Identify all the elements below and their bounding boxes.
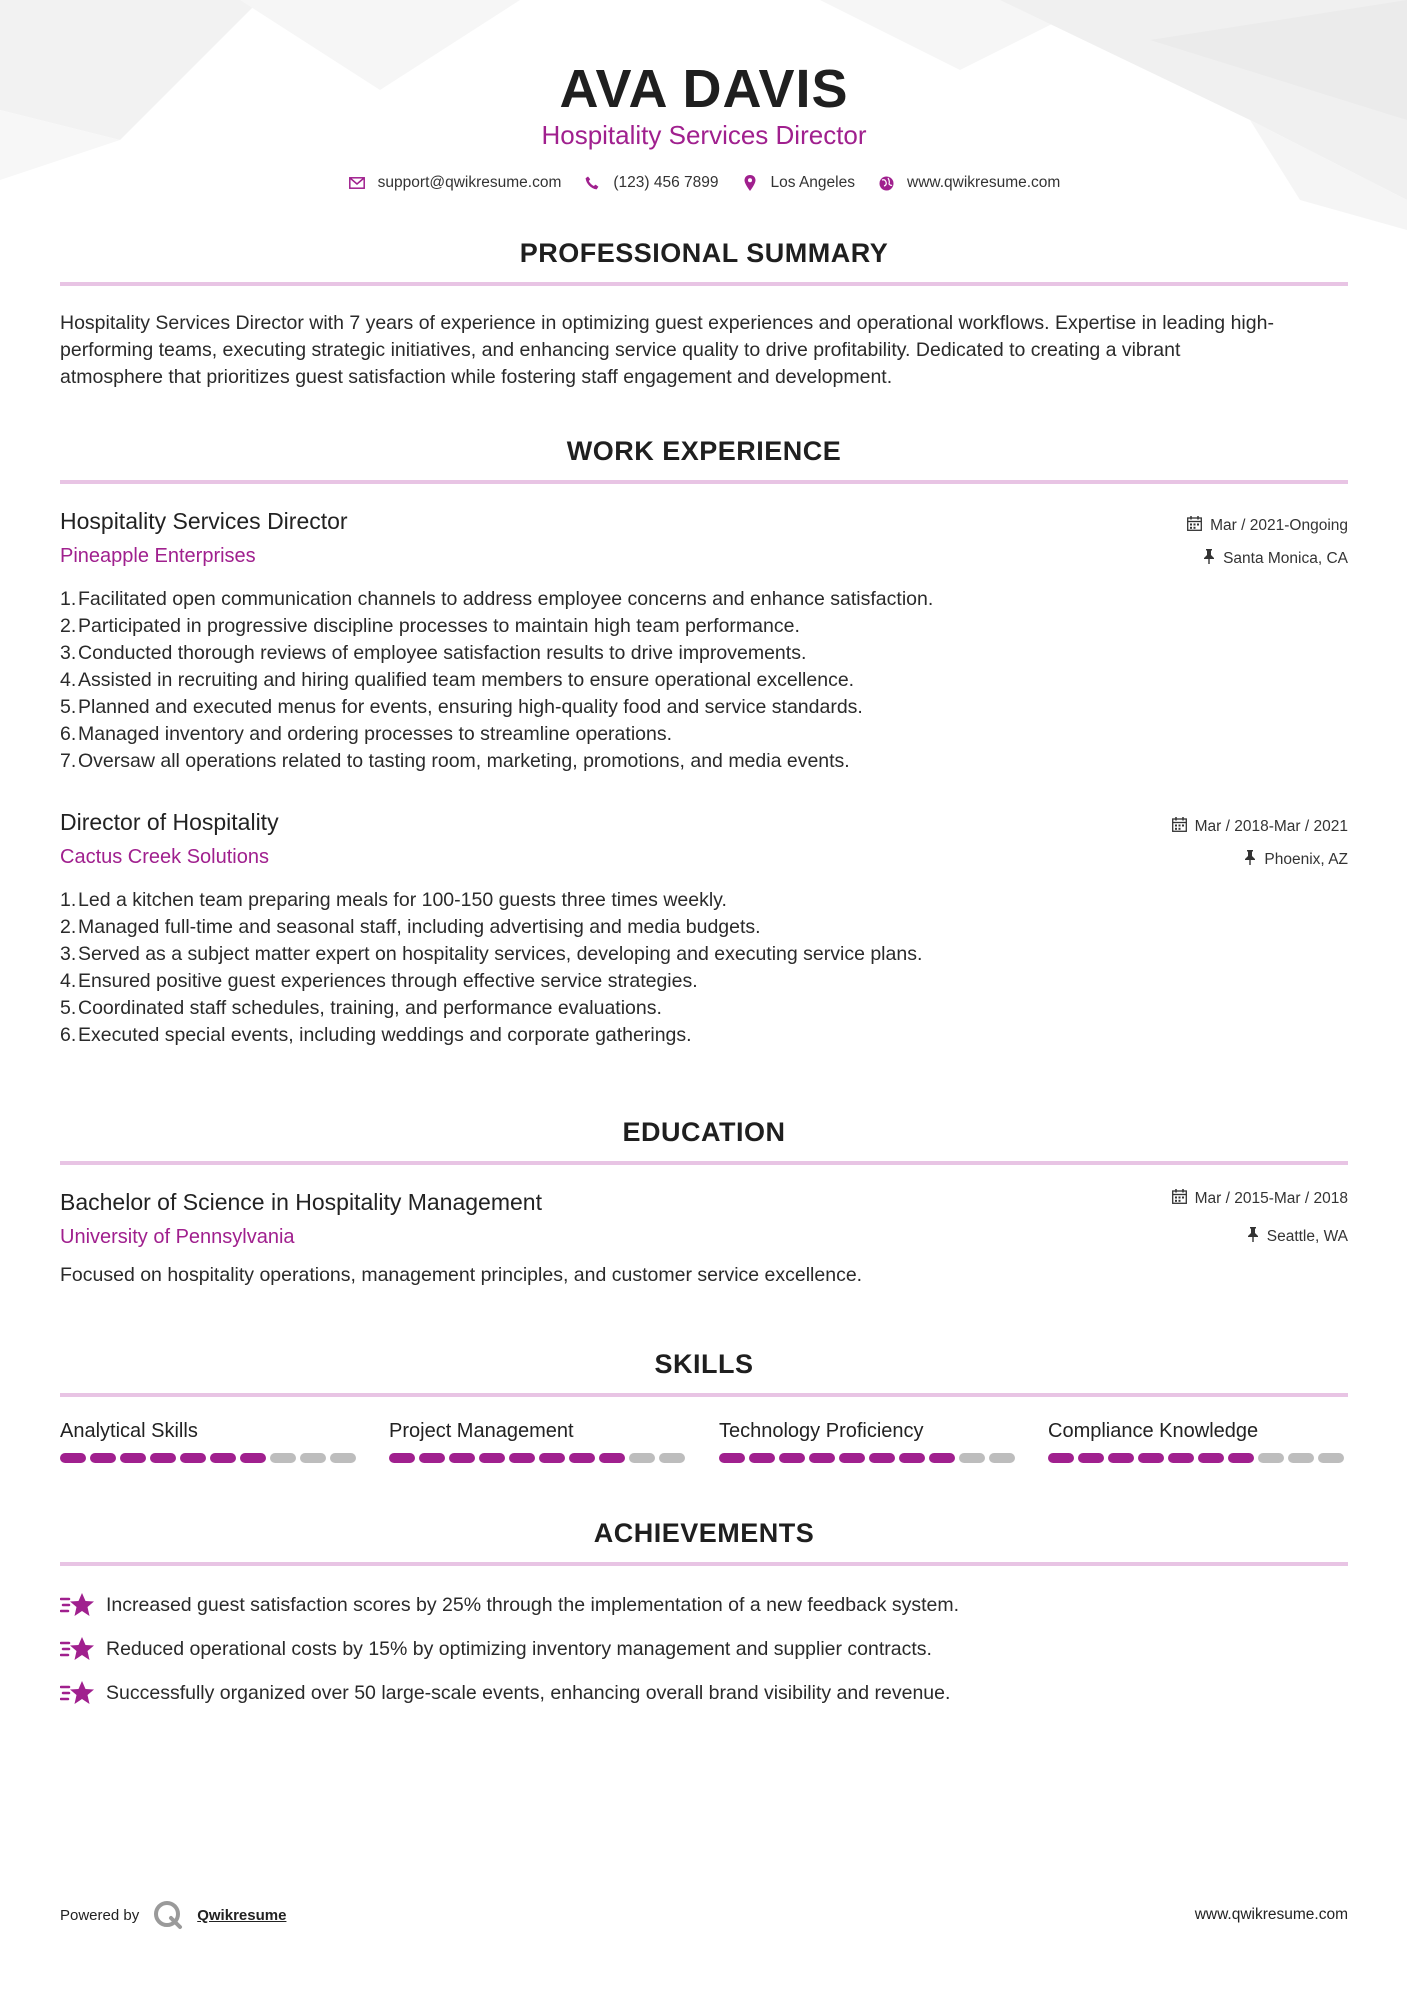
job-location	[1203, 549, 1348, 569]
skill-dot-filled	[150, 1453, 176, 1463]
skill-dot-empty	[989, 1453, 1015, 1463]
skill-dot-filled	[839, 1453, 865, 1463]
list-item: 4. Assisted in recruiting and hiring qualified team members to ensure operational excellence.	[60, 669, 855, 691]
skill-dot-filled	[899, 1453, 925, 1463]
skill-dot-filled	[1228, 1453, 1254, 1463]
education-location	[1247, 1227, 1348, 1247]
job-responsibilities	[60, 586, 1348, 775]
skills-heading: SKILLS	[654, 1349, 754, 1379]
skill-item	[60, 1420, 360, 1463]
list-item: 2. Participated in progressive discipline processes to maintain high team performance.	[60, 615, 800, 637]
summary-line: atmosphere that prioritizes guest satisfaction while fostering staff engagement and development.	[60, 366, 893, 388]
summary-divider	[60, 282, 1348, 286]
shooting-star-icon	[60, 1678, 96, 1708]
summary-line: performing teams, executing strategic initiatives, and enhancing service quality to drive profitability. Dedicated to creating a vibrant	[60, 339, 1181, 361]
skill-dot-empty	[1288, 1453, 1314, 1463]
experience-divider	[60, 480, 1348, 484]
job-date-text: Mar / 2018-Mar / 2021	[1194, 818, 1348, 835]
list-item: 4. Ensured positive guest experiences through effective service strategies.	[60, 970, 698, 992]
skill-dot-empty	[659, 1453, 685, 1463]
contact-location-text: Los Angeles	[770, 174, 855, 191]
list-item: 6. Managed inventory and ordering processes to streamline operations.	[60, 723, 673, 745]
achievements-heading: ACHIEVEMENTS	[593, 1518, 815, 1548]
skill-dot-empty	[270, 1453, 296, 1463]
skills-divider	[60, 1393, 1348, 1397]
job-date	[1187, 516, 1348, 536]
skill-dot-filled	[809, 1453, 835, 1463]
achievements-divider	[60, 1562, 1348, 1566]
education-heading: EDUCATION	[622, 1117, 786, 1147]
achievement-text: Successfully organized over 50 large-scale events, enhancing overall brand visibility and revenue.	[106, 1681, 951, 1704]
skill-item	[389, 1420, 689, 1463]
calendar-icon	[1172, 817, 1187, 837]
achievement-item	[60, 1634, 932, 1664]
globe-icon	[877, 174, 895, 192]
job-title: Director of Hospitality	[60, 809, 279, 835]
list-item: 1. Facilitated open communication channels to address employee concerns and enhance satisfaction.	[60, 588, 934, 610]
contact-website-text: www.qwikresume.com	[907, 174, 1061, 191]
skill-dot-filled	[1138, 1453, 1164, 1463]
skill-item	[1048, 1420, 1348, 1463]
skill-dot-filled	[1198, 1453, 1224, 1463]
envelope-icon	[348, 174, 366, 192]
job-date-text: Mar / 2021-Ongoing	[1210, 517, 1348, 534]
skill-name: Analytical Skills	[60, 1420, 198, 1442]
education-location-text: Seattle, WA	[1266, 1228, 1348, 1245]
location-pin-icon	[741, 174, 759, 192]
list-item: 6. Executed special events, including weddings and corporate gatherings.	[60, 1024, 692, 1046]
skill-dot-filled	[869, 1453, 895, 1463]
experience-heading: WORK EXPERIENCE	[566, 436, 842, 466]
calendar-icon	[1187, 516, 1202, 536]
phone-icon	[583, 174, 601, 192]
skill-dot-filled	[389, 1453, 415, 1463]
skill-dot-filled	[120, 1453, 146, 1463]
achievement-text: Increased guest satisfaction scores by 25% through the implementation of a new feedback system.	[106, 1593, 960, 1616]
footer-website[interactable]: www.qwikresume.com	[1194, 1906, 1348, 1923]
contact-bar	[60, 174, 1348, 192]
skill-name: Compliance Knowledge	[1048, 1420, 1259, 1442]
skill-dot-filled	[539, 1453, 565, 1463]
footer-branding	[60, 1900, 286, 1930]
skill-dot-filled	[60, 1453, 86, 1463]
qwikresume-logo-icon	[153, 1900, 183, 1930]
contact-phone-text: (123) 456 7899	[613, 174, 719, 191]
job-location-text: Santa Monica, CA	[1223, 550, 1348, 567]
skill-dot-empty	[1258, 1453, 1284, 1463]
skill-rating	[60, 1453, 360, 1463]
contact-website[interactable]	[877, 174, 1060, 192]
education-date	[1172, 1189, 1348, 1209]
job-company: Pineapple Enterprises	[60, 545, 256, 567]
contact-email-text: support@qwikresume.com	[377, 174, 562, 191]
skill-dot-filled	[509, 1453, 535, 1463]
skill-dot-filled	[1108, 1453, 1134, 1463]
education-description: Focused on hospitality operations, management principles, and customer service excellence.	[60, 1264, 863, 1286]
list-item: 3. Served as a subject matter expert on hospitality services, developing and executing service plans.	[60, 943, 923, 965]
list-item: 1. Led a kitchen team preparing meals for 100-150 guests three times weekly.	[60, 889, 727, 911]
skill-dot-filled	[90, 1453, 116, 1463]
skill-name: Technology Proficiency	[719, 1420, 924, 1442]
skill-dot-filled	[929, 1453, 955, 1463]
job-date	[1172, 817, 1348, 837]
job-company: Cactus Creek Solutions	[60, 846, 269, 868]
calendar-icon	[1172, 1189, 1187, 1209]
candidate-title: Hospitality Services Director	[541, 120, 867, 150]
list-item: 2. Managed full-time and seasonal staff, including advertising and media budgets.	[60, 916, 761, 938]
skill-dot-filled	[449, 1453, 475, 1463]
degree-title: Bachelor of Science in Hospitality Management	[60, 1189, 542, 1215]
summary-heading: PROFESSIONAL SUMMARY	[519, 238, 889, 268]
summary-text	[60, 310, 1348, 391]
shooting-star-icon	[60, 1634, 96, 1664]
skill-dot-filled	[210, 1453, 236, 1463]
skill-dot-filled	[419, 1453, 445, 1463]
skill-dot-filled	[1048, 1453, 1074, 1463]
contact-location	[741, 174, 855, 192]
powered-by-label: Powered by	[60, 1906, 140, 1924]
skill-dot-empty	[959, 1453, 985, 1463]
skill-dot-filled	[240, 1453, 266, 1463]
candidate-name: AVA DAVIS	[559, 59, 849, 119]
pushpin-icon	[1203, 549, 1215, 569]
achievement-text: Reduced operational costs by 15% by optimizing inventory management and supplier contracts.	[106, 1637, 932, 1660]
job-title: Hospitality Services Director	[60, 508, 348, 534]
shooting-star-icon	[60, 1590, 96, 1620]
pushpin-icon	[1247, 1227, 1259, 1247]
school-name: University of Pennsylvania	[60, 1226, 295, 1248]
skill-item	[719, 1420, 1019, 1463]
skill-dot-empty	[300, 1453, 326, 1463]
list-item: 5. Planned and executed menus for events, ensuring high-quality food and service standards.	[60, 696, 863, 718]
skill-rating	[1048, 1453, 1348, 1463]
skill-dot-empty	[629, 1453, 655, 1463]
qwikresume-link[interactable]: Qwikresume	[197, 1906, 287, 1924]
job-location	[1244, 850, 1348, 870]
education-date-text: Mar / 2015-Mar / 2018	[1194, 1190, 1348, 1207]
summary-line: Hospitality Services Director with 7 years of experience in optimizing guest experiences and operational workflows. Expertise in leading high-	[60, 312, 1274, 334]
skill-dot-empty	[1318, 1453, 1344, 1463]
skill-dot-empty	[330, 1453, 356, 1463]
skill-rating	[389, 1453, 689, 1463]
job-responsibilities	[60, 887, 1348, 1049]
achievement-item	[60, 1678, 950, 1708]
achievement-item	[60, 1590, 959, 1620]
skill-dot-filled	[180, 1453, 206, 1463]
education-divider	[60, 1161, 1348, 1165]
pushpin-icon	[1244, 850, 1256, 870]
list-item: 3. Conducted thorough reviews of employee satisfaction results to drive improvements.	[60, 642, 807, 664]
contact-phone[interactable]	[583, 174, 718, 192]
skill-dot-filled	[779, 1453, 805, 1463]
contact-email[interactable]	[348, 174, 562, 192]
skill-dot-filled	[479, 1453, 505, 1463]
skill-dot-filled	[1168, 1453, 1194, 1463]
skill-dot-filled	[749, 1453, 775, 1463]
list-item: 7. Oversaw all operations related to tasting room, marketing, promotions, and media events.	[60, 750, 850, 772]
list-item: 5. Coordinated staff schedules, training, and performance evaluations.	[60, 997, 662, 1019]
skill-dot-filled	[569, 1453, 595, 1463]
skill-rating	[719, 1453, 1019, 1463]
skill-name: Project Management	[389, 1420, 574, 1442]
skill-dot-filled	[1078, 1453, 1104, 1463]
skill-dot-filled	[599, 1453, 625, 1463]
job-location-text: Phoenix, AZ	[1264, 851, 1348, 868]
skill-dot-filled	[719, 1453, 745, 1463]
